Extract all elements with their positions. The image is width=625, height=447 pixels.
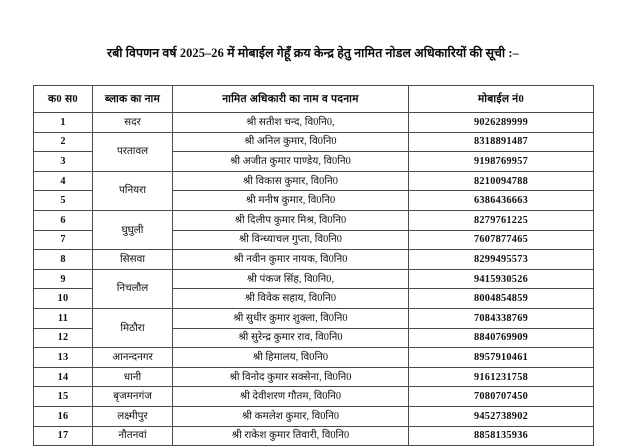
- cell-mobile-number: 9026289999: [409, 113, 594, 133]
- cell-mobile-number: 8858135936: [409, 426, 594, 446]
- cell-mobile-number: 8957910461: [409, 348, 594, 368]
- cell-block-name: धानी: [93, 367, 173, 387]
- column-header-block-name: ब्लाक का नाम: [93, 86, 173, 113]
- column-header-mobile-number: मोबाईल नं0: [409, 86, 594, 113]
- cell-officer-name: श्री अजीत कुमार पाण्डेय, वि0नि0: [173, 152, 409, 172]
- cell-officer-name: श्री विवेक सहाय, वि0नि0: [173, 289, 409, 309]
- cell-officer-name: श्री विकास कुमार, वि0नि0: [173, 171, 409, 191]
- cell-block-name: घुघुली: [93, 210, 173, 249]
- cell-mobile-number: 8210094788: [409, 171, 594, 191]
- column-header-officer-name: नामित अधिकारी का नाम व पदनाम: [173, 86, 409, 113]
- table-row: [34, 387, 594, 407]
- cell-mobile-number: 8279761225: [409, 210, 594, 230]
- cell-officer-name: श्री कमलेश कुमार, वि0नि0: [173, 406, 409, 426]
- table-row: [34, 210, 594, 230]
- cell-officer-name: श्री विनोद कुमार सक्सेना, वि0नि0: [173, 367, 409, 387]
- cell-officer-name: श्री राकेश कुमार तिवारी, वि0नि0: [173, 426, 409, 446]
- cell-serial-number: 7: [34, 230, 93, 250]
- cell-mobile-number: 8299495573: [409, 250, 594, 270]
- cell-officer-name: श्री अनिल कुमार, वि0नि0: [173, 132, 409, 152]
- cell-serial-number: 3: [34, 152, 93, 172]
- cell-mobile-number: 9198769957: [409, 152, 594, 172]
- cell-block-name: सदर: [93, 113, 173, 133]
- cell-officer-name: श्री दिलीप कुमार मिश्र, वि0नि0: [173, 210, 409, 230]
- cell-mobile-number: 6386436663: [409, 191, 594, 211]
- cell-serial-number: 1: [34, 113, 93, 133]
- cell-serial-number: 14: [34, 367, 93, 387]
- cell-block-name: लक्ष्मीपुर: [93, 406, 173, 426]
- table-row: [34, 308, 594, 328]
- cell-block-name: आनन्दनगर: [93, 348, 173, 368]
- cell-serial-number: 13: [34, 348, 93, 368]
- nodal-officers-table: [33, 85, 594, 446]
- cell-serial-number: 15: [34, 387, 93, 407]
- cell-mobile-number: 9161231758: [409, 367, 594, 387]
- table-row: [34, 406, 594, 426]
- table-row: [34, 250, 594, 270]
- cell-mobile-number: 8318891487: [409, 132, 594, 152]
- table-header: [34, 86, 594, 113]
- cell-officer-name: श्री हिमालय, वि0नि0: [173, 348, 409, 368]
- cell-mobile-number: 7080707450: [409, 387, 594, 407]
- table-row: [34, 113, 594, 133]
- cell-serial-number: 12: [34, 328, 93, 348]
- table-row: [34, 348, 594, 368]
- cell-serial-number: 9: [34, 269, 93, 289]
- cell-officer-name: श्री मनीष कुमार, वि0नि0: [173, 191, 409, 211]
- table-header-row: [34, 86, 594, 113]
- cell-serial-number: 6: [34, 210, 93, 230]
- officers-table-container: [33, 85, 593, 446]
- cell-serial-number: 10: [34, 289, 93, 309]
- cell-block-name: परतावल: [93, 132, 173, 171]
- cell-mobile-number: 9415930526: [409, 269, 594, 289]
- cell-serial-number: 2: [34, 132, 93, 152]
- table-body: [34, 113, 594, 446]
- cell-officer-name: श्री पंकज सिंह, वि0नि0,: [173, 269, 409, 289]
- cell-officer-name: श्री सुरेन्द्र कुमार राव, वि0नि0: [173, 328, 409, 348]
- table-row: [34, 132, 594, 152]
- table-row: [34, 269, 594, 289]
- cell-serial-number: 16: [34, 406, 93, 426]
- cell-block-name: मिठौरा: [93, 308, 173, 347]
- cell-officer-name: श्री सुधीर कुमार शुक्ला, वि0नि0: [173, 308, 409, 328]
- page-title: रबी विपणन वर्ष 2025–26 में मोबाईल गेहूँ क्रय केन्द्र हेतु नामित नोडल अधिकारियों की सूची :–: [107, 46, 519, 60]
- cell-block-name: निचलौल: [93, 269, 173, 308]
- cell-mobile-number: 7084338769: [409, 308, 594, 328]
- cell-serial-number: 5: [34, 191, 93, 211]
- cell-mobile-number: 8004854859: [409, 289, 594, 309]
- cell-serial-number: 11: [34, 308, 93, 328]
- cell-block-name: बृजमनगंज: [93, 387, 173, 407]
- cell-serial-number: 17: [34, 426, 93, 446]
- cell-mobile-number: 7607877465: [409, 230, 594, 250]
- cell-mobile-number: 9452738902: [409, 406, 594, 426]
- cell-officer-name: श्री सतीश चन्द, वि0नि0,: [173, 113, 409, 133]
- table-row: [34, 426, 594, 446]
- cell-officer-name: श्री देवीशरण गौतम, वि0नि0: [173, 387, 409, 407]
- cell-block-name: नौतनवां: [93, 426, 173, 446]
- cell-officer-name: श्री विन्ध्याचल गुप्ता, वि0नि0: [173, 230, 409, 250]
- cell-officer-name: श्री नवीन कुमार नायक, वि0नि0: [173, 250, 409, 270]
- cell-mobile-number: 8840769909: [409, 328, 594, 348]
- cell-serial-number: 8: [34, 250, 93, 270]
- cell-block-name: पनियरा: [93, 171, 173, 210]
- cell-block-name: सिसवा: [93, 250, 173, 270]
- table-row: [34, 171, 594, 191]
- table-row: [34, 367, 594, 387]
- column-header-serial-number: क0 स0: [34, 86, 93, 113]
- cell-serial-number: 4: [34, 171, 93, 191]
